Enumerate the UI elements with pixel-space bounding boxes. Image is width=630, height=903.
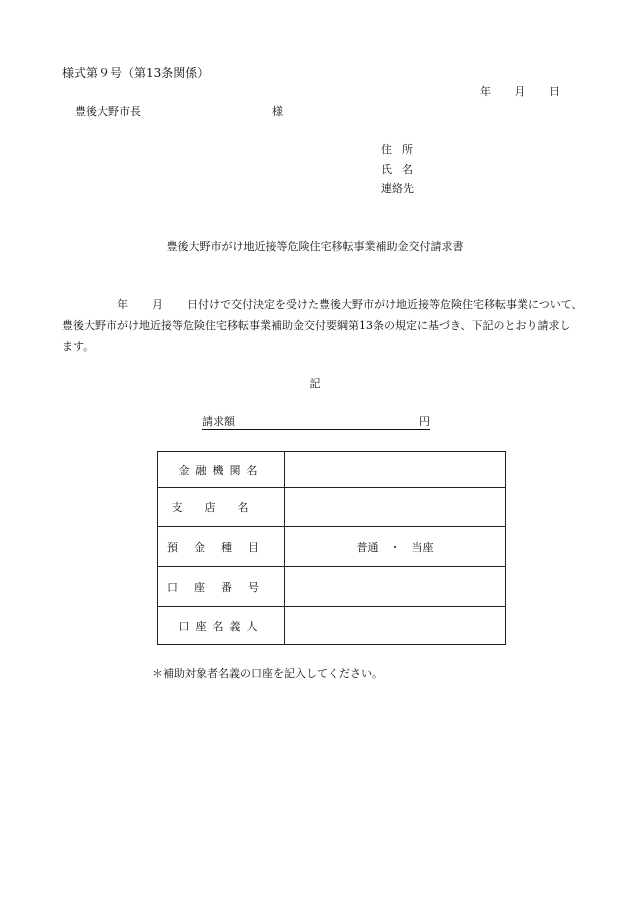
table-row [158, 607, 506, 645]
body-month: 月 [152, 298, 163, 311]
claim-amount-label: 請求額 [202, 415, 235, 428]
bank-name-label: 金融機関名 [158, 452, 285, 488]
body-year: 年 [117, 298, 128, 311]
claim-amount-underline [202, 429, 430, 430]
account-holder-label: 口座名義人 [158, 607, 285, 645]
table-row [158, 488, 506, 527]
body-line1-text: 日付けで交付決定を受けた豊後大野市がけ地近接等危険住宅移転事業について、 [187, 298, 583, 311]
deposit-type-label: 預金種目 [158, 527, 285, 567]
body-line-2: 豊後大野市がけ地近接等危険住宅移転事業補助金交付要綱第13条の規定に基づき、下記のとおり請求し [62, 319, 571, 332]
footnote: ＊補助対象者名義の口座を記入してください。 [152, 667, 383, 680]
deposit-type-value: 普通 ・ 当座 [285, 527, 506, 567]
account-holder-value [285, 607, 506, 645]
table-row [158, 527, 506, 567]
addressee-name: 豊後大野市長 [75, 105, 141, 118]
date-line: 年 月 日 [480, 85, 560, 98]
body-line-3: ます。 [62, 340, 95, 353]
account-number-value [285, 567, 506, 607]
form-number: 様式第９号（第13条関係） [62, 66, 210, 80]
bank-account-table [157, 451, 506, 645]
document-title: 豊後大野市がけ地近接等危険住宅移転事業補助金交付請求書 [166, 240, 464, 253]
applicant-address-label: 住所 [381, 143, 423, 156]
branch-name-label: 支店名 [158, 488, 285, 527]
bank-name-value [285, 452, 506, 488]
body-line-1 [117, 299, 583, 310]
table-row [158, 452, 506, 488]
account-number-label: 口座番号 [158, 567, 285, 607]
claim-amount-row [202, 416, 430, 430]
branch-name-value [285, 488, 506, 527]
ki-label: 記 [309, 377, 321, 390]
applicant-name-label: 氏名 [381, 163, 423, 176]
addressee-honorific: 様 [272, 105, 283, 118]
claim-amount-unit: 円 [419, 415, 430, 428]
applicant-contact-label: 連絡先 [381, 182, 414, 195]
table-row [158, 567, 506, 607]
